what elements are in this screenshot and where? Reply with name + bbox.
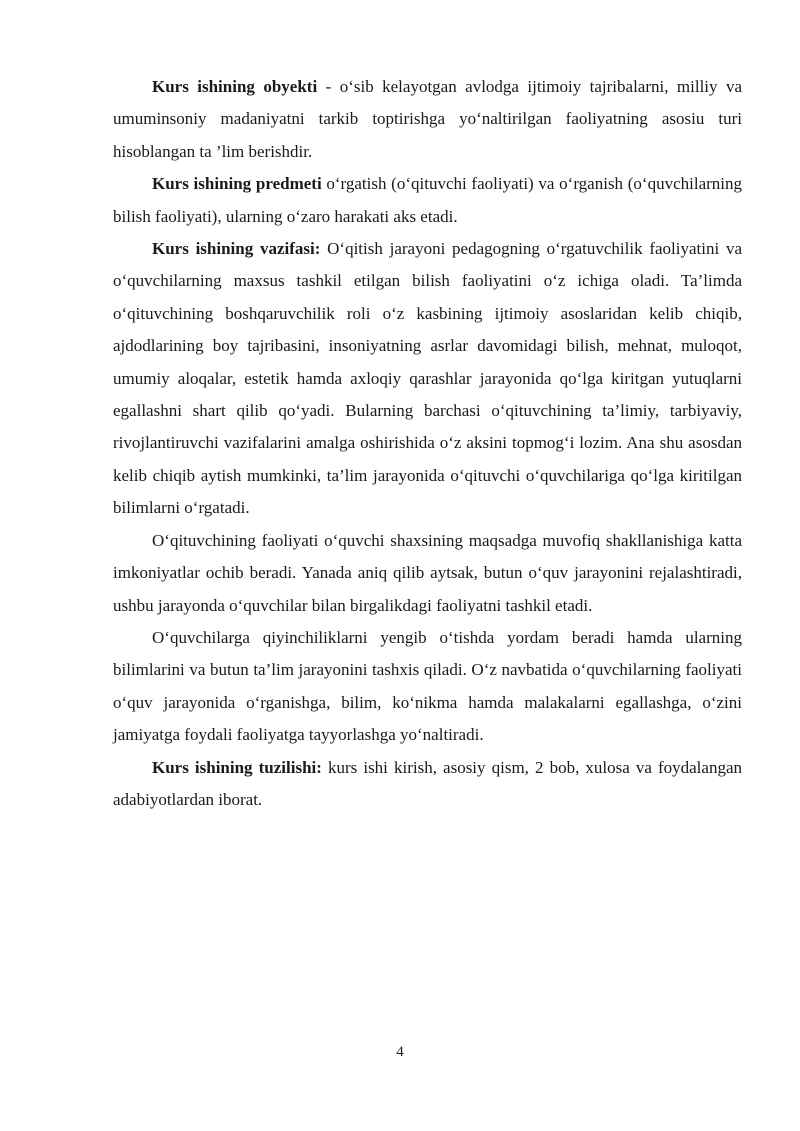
paragraph-object (113, 71, 742, 168)
paragraph-lead: Kurs ishining tuzilishi: (152, 757, 322, 777)
paragraph-lead: Kurs ishining predmeti (152, 174, 322, 194)
paragraph-text: O‘quvchilarga qiyinchiliklarni yengib o‘tishda yordam beradi hamda ularning bilimlarini va butun ta’lim jarayonini tashxis qiladi. O‘z navbatida o‘quvchilarning faoliyati o‘quv jarayonida o‘rganishga, bilim, ko‘nikma hamda malakalarni egallashga, o‘zini jamiyatga foydali faoliyatga tayyorlashga yo‘naltiradi. (113, 627, 742, 745)
page-number: 4 (396, 1044, 404, 1060)
paragraph-text: o‘rgatish (o‘qituvchi faoliyati) va o‘rganish (o‘quvchilarning bilish faoliyati), ularning o‘zaro harakati aks etadi. (113, 174, 742, 226)
paragraph-structure (113, 752, 742, 817)
paragraph-lead: Kurs ishining vazifasi: (152, 239, 321, 259)
document-page (113, 71, 742, 816)
paragraph-text: O‘qitish jarayoni pedagogning o‘rgatuvchilik faoliyatini va o‘quvchilarning maxsus tashkil etilgan bilish faoliyatini o‘z ichiga oladi. Ta’limda o‘qituvchining boshqaruvchilik roli o‘z kasbining ijtimoiy asoslaridan kelib chiqib, ajdodlarining boy tajribasini, insoniyatning asrlar davomidagi bilish, mehnat, muloqot, umumiy aloqalar, estetik hamda axloqiy qarashlar jarayonida qo‘lga kiritgan yutuqlarni egallashni shart qilib qo‘yadi. Bularning barchasi o‘qituvchining ta’limiy, tarbiyaviy, rivojlantiruvchi vazifalarini amalga oshirishida o‘z aksini topmog‘i lozim. Ana shu asosdan kelib chiqib aytish mumkinki, ta’lim jarayonida o‘qituvchi o‘quvchilariga qo‘lga kiritilgan bilimlarni o‘rgatadi. (113, 239, 742, 518)
paragraph-text: kurs ishi kirish, asosiy qism, 2 bob, xulosa va foydalangan adabiyotlardan iborat. (113, 757, 742, 809)
paragraph-text: O‘qituvchining faoliyati o‘quvchi shaxsining maqsadga muvofiq shakllanishiga katta imkoniyatlar ochib beradi. Yanada aniq qilib aytsak, butun o‘quv jarayonini rejalashtiradi, ushbu jarayonda o‘quvchilar bilan birgalikdagi faoliyatni tashkil etadi. (113, 530, 742, 615)
paragraph-text: - o‘sib kelayotgan avlodga ijtimoiy tajribalarni, milliy va umuminsoniy madaniyatni tarkib toptirishga yo‘naltirilgan faoliyatning asosiu turi hisoblangan ta ’lim berishdir. (113, 77, 742, 161)
paragraph-teacher-activity (113, 525, 742, 622)
paragraph-lead: Kurs ishining obyekti (152, 77, 318, 96)
paragraph-task (113, 233, 742, 525)
paragraph-student-activity (113, 622, 742, 752)
paragraph-subject (113, 168, 742, 233)
